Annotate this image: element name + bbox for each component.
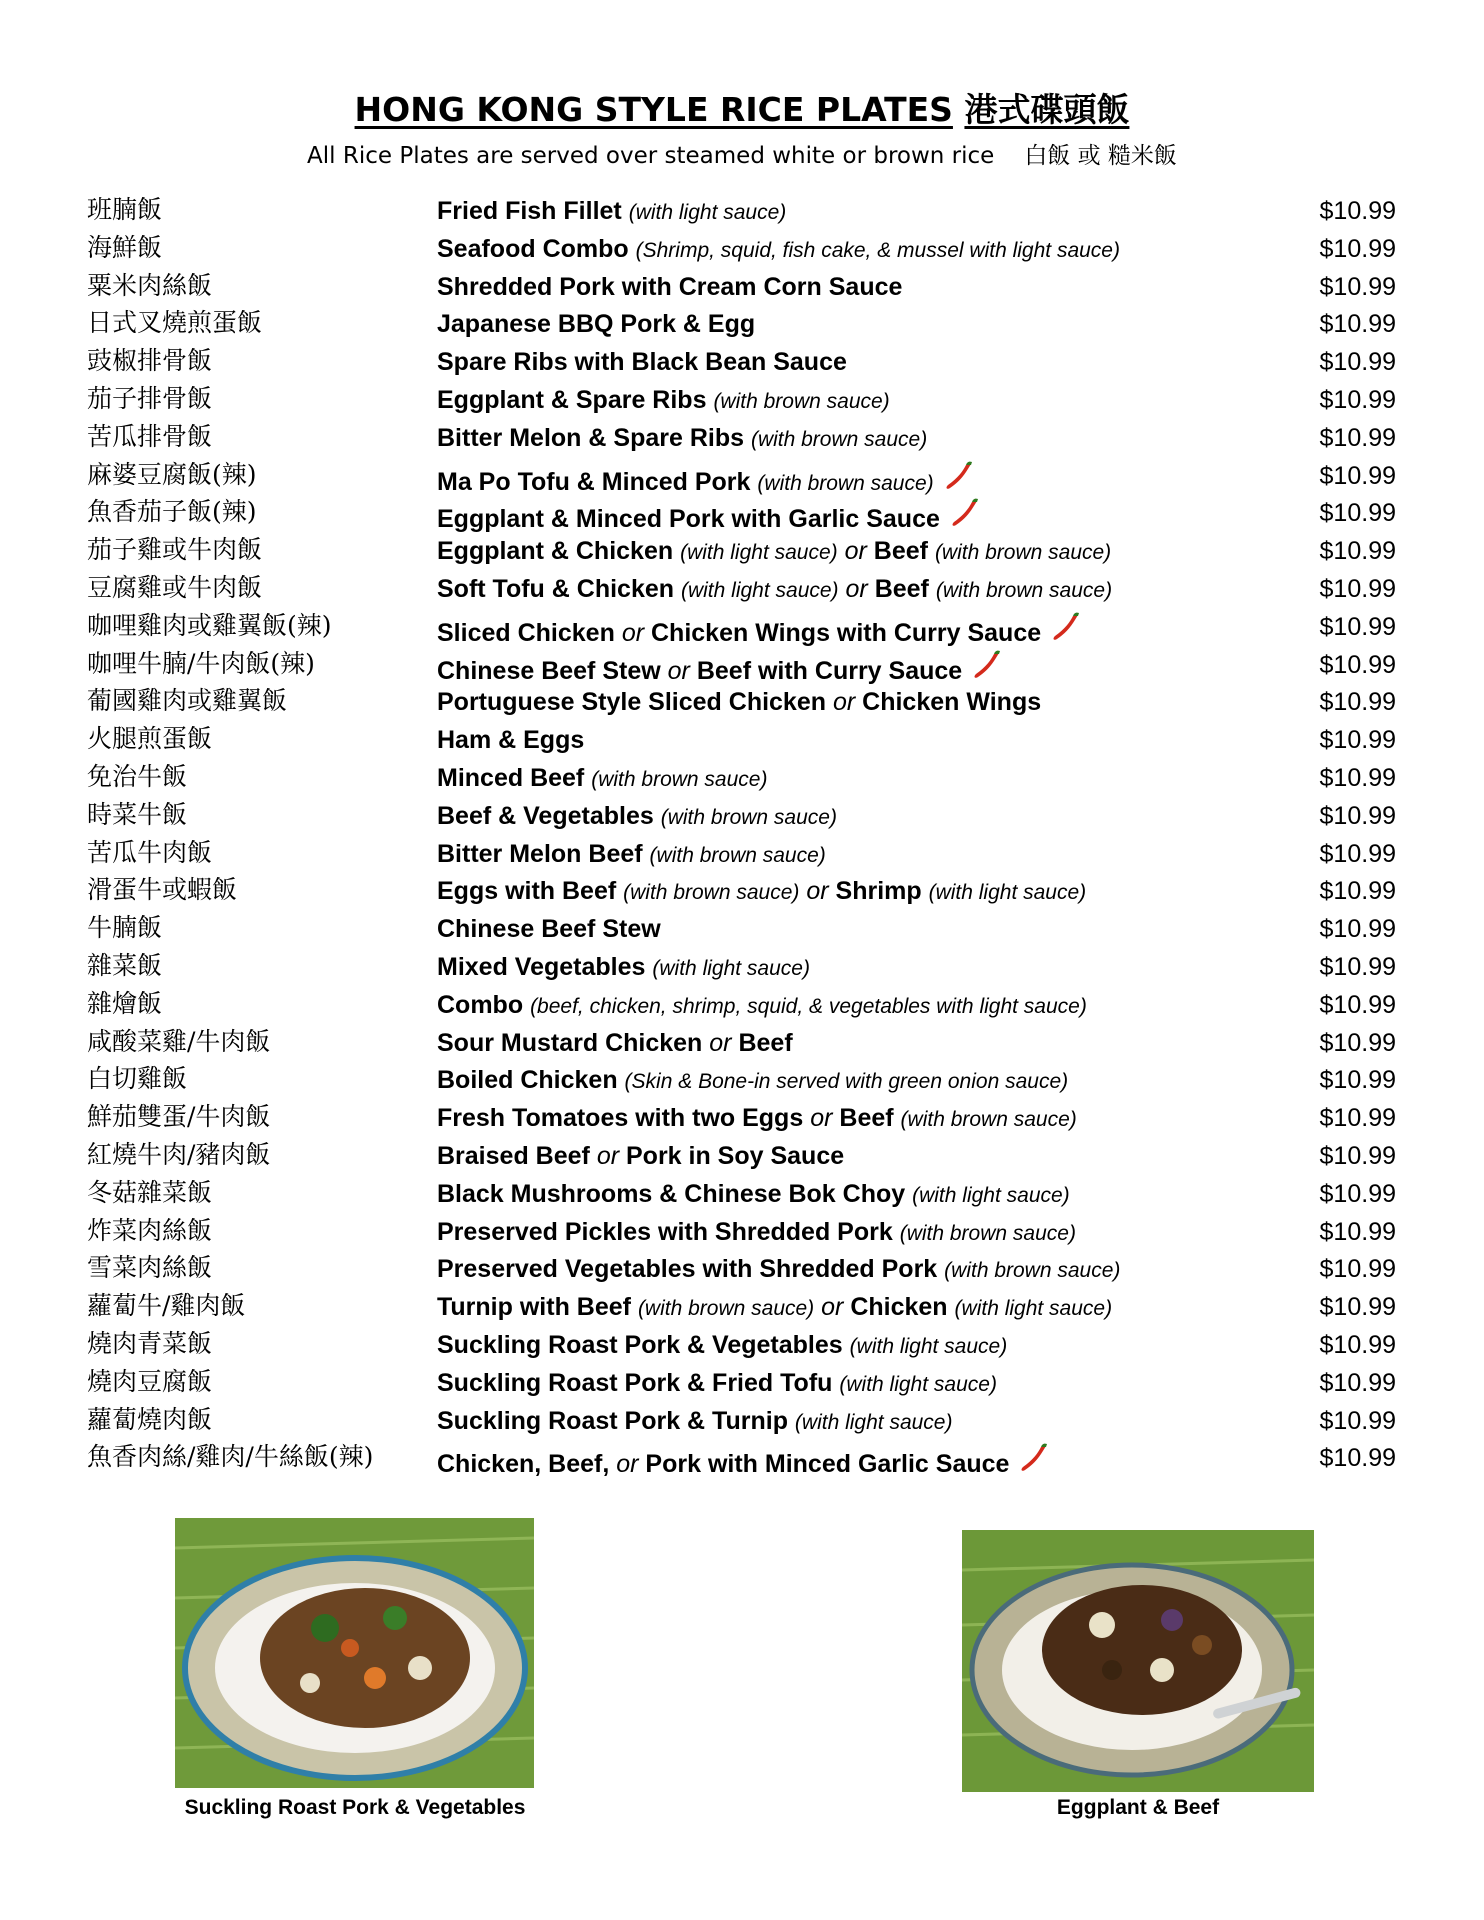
- menu-item: [0, 683, 1484, 721]
- dish-name: Ma Po Tofu & Minced Pork: [437, 467, 751, 496]
- plate-photo-icon: [175, 1518, 534, 1788]
- menu-item-price: $10.99: [1319, 423, 1396, 452]
- dish-name: Japanese BBQ Pork & Egg: [437, 310, 756, 339]
- menu-item-price: $10.99: [1319, 310, 1396, 339]
- menu-item-english-name: [437, 686, 1041, 718]
- menu-item-chinese-name: 麻婆豆腐飯(辣): [87, 459, 257, 489]
- dish-name: Combo: [437, 990, 524, 1019]
- photo-eggplant-beef: [962, 1530, 1314, 1792]
- menu-item-english-name: [437, 989, 1087, 1023]
- menu-item-chinese-name: 魚香肉絲/雞肉/牛絲飯(辣): [87, 1442, 374, 1472]
- menu-item: [0, 1099, 1484, 1137]
- menu-item: [0, 910, 1484, 948]
- menu-item-english-name: [437, 384, 890, 418]
- sauce-note: (with brown sauce): [935, 578, 1113, 602]
- sauce-note: (with light sauce): [652, 956, 810, 980]
- menu-item-price: $10.99: [1319, 1141, 1396, 1170]
- menu-item-chinese-name: 火腿煎蛋飯: [87, 724, 213, 754]
- menu-item-chinese-name: 雪菜肉絲飯: [87, 1253, 213, 1283]
- menu-item-chinese-name: 白切雞飯: [87, 1064, 188, 1094]
- menu-item: [0, 835, 1484, 873]
- menu-item-price: $10.99: [1319, 348, 1396, 377]
- menu-item-price: $10.99: [1319, 234, 1396, 263]
- menu-item-english-name: [437, 308, 755, 340]
- menu-item: [0, 1175, 1484, 1213]
- or-connector: or: [844, 537, 867, 566]
- menu-item: [0, 570, 1484, 608]
- sauce-note: (with brown sauce): [649, 843, 826, 867]
- dish-name: Eggs with Beef: [437, 877, 617, 906]
- menu-item: [0, 1213, 1484, 1251]
- menu-item: [0, 1402, 1484, 1440]
- dish-name: Bitter Melon & Spare Ribs: [437, 423, 744, 452]
- menu-item: [0, 305, 1484, 343]
- or-connector: or: [621, 618, 645, 647]
- menu-item-english-name: [437, 800, 837, 834]
- menu-item-english-name: [437, 1027, 793, 1059]
- menu-item-english-name: [437, 1291, 1112, 1325]
- menu-item-chinese-name: 滑蛋牛或蝦飯: [87, 875, 238, 905]
- menu-item: [0, 646, 1484, 684]
- sauce-note: (with brown sauce): [591, 767, 768, 791]
- menu-item-english-name: [437, 1253, 1120, 1287]
- menu-item-english-name: [437, 422, 927, 456]
- menu-item-english-name: [437, 913, 661, 945]
- dish-name: Preserved Pickles with Shredded Pork: [437, 1217, 893, 1246]
- photo-roast-pork-vegetables: [175, 1518, 534, 1788]
- dish-name: Chicken Wings with Curry Sauce: [651, 618, 1042, 647]
- menu-item-price: $10.99: [1319, 537, 1396, 566]
- menu-item-price: $10.99: [1319, 801, 1396, 830]
- menu-item: [0, 1024, 1484, 1062]
- menu-item: [0, 381, 1484, 419]
- dish-name: Sour Mustard Chicken: [437, 1028, 703, 1057]
- menu-item-chinese-name: 魚香茄子飯(辣): [87, 497, 257, 527]
- sauce-note: (Shrimp, squid, fish cake, & mussel with light sauce): [635, 238, 1120, 262]
- sauce-note: (with brown sauce): [623, 881, 800, 905]
- sauce-note: (with light sauce): [794, 1410, 953, 1434]
- menu-item-chinese-name: 時菜牛飯: [87, 799, 188, 829]
- menu-item-chinese-name: 班腩飯: [87, 195, 163, 224]
- menu-item: [0, 1364, 1484, 1402]
- dish-name: Suckling Roast Pork & Vegetables: [437, 1330, 843, 1359]
- or-connector: or: [810, 1104, 833, 1133]
- dish-name: Chinese Beef Stew: [437, 656, 661, 685]
- menu-subtitle: [0, 140, 1484, 172]
- menu-title-en: HONG KONG STYLE RICE PLATES: [354, 90, 953, 129]
- menu-item: [0, 532, 1484, 570]
- menu-item-english-name: [437, 535, 1111, 569]
- dish-name: Pork in Soy Sauce: [626, 1141, 845, 1170]
- menu-item-chinese-name: 免治牛飯: [87, 761, 188, 791]
- dish-name: Chicken: [850, 1293, 948, 1322]
- menu-item-chinese-name: 雜燴飯: [87, 988, 163, 1018]
- dish-name: Fried Fish Fillet: [437, 197, 622, 225]
- menu-item-english-name: [437, 573, 1112, 607]
- or-connector: or: [709, 1028, 732, 1057]
- sauce-note: (with brown sauce): [900, 1108, 1077, 1132]
- menu-item-english-name: [437, 724, 584, 756]
- menu-item-price: $10.99: [1319, 1217, 1396, 1246]
- menu-item-chinese-name: 豆腐雞或牛肉飯: [87, 572, 263, 602]
- dish-name: Sliced Chicken: [437, 618, 615, 647]
- sauce-note: (with light sauce): [839, 1372, 997, 1396]
- menu-item-english-name: [437, 195, 786, 229]
- menu-item-english-name: [437, 1329, 1007, 1363]
- menu-item: [0, 759, 1484, 797]
- menu-item-price: $10.99: [1319, 385, 1396, 414]
- menu-item-chinese-name: 牛腩飯: [87, 913, 163, 943]
- menu-item-price: $10.99: [1319, 1444, 1396, 1473]
- menu-item-english-name: [437, 1102, 1077, 1136]
- sauce-note: (Skin & Bone-in served with green onion sauce): [624, 1070, 1069, 1094]
- menu-item-english-name: [437, 762, 767, 796]
- dish-name: Ham & Eggs: [437, 726, 585, 755]
- chili-pepper-icon: [1019, 1442, 1049, 1482]
- dish-name: Braised Beef: [437, 1141, 590, 1170]
- dish-name: Preserved Vegetables with Shredded Pork: [437, 1255, 938, 1284]
- menu-item-english-name: [437, 951, 810, 985]
- dish-name: Spare Ribs with Black Bean Sauce: [437, 348, 847, 377]
- menu-item-chinese-name: 雜菜飯: [87, 950, 163, 980]
- menu-item-price: $10.99: [1319, 1368, 1396, 1397]
- photo-caption-2: Eggplant & Beef: [1056, 1796, 1220, 1819]
- menu-item-chinese-name: 葡國雞肉或雞翼飯: [87, 686, 288, 716]
- dish-name: Boiled Chicken: [437, 1066, 618, 1095]
- menu-item-price: $10.99: [1319, 1293, 1396, 1322]
- menu-item-chinese-name: 咸酸菜雞/牛肉飯: [87, 1026, 271, 1056]
- menu-item-price: $10.99: [1319, 688, 1396, 717]
- menu-item-price: $10.99: [1319, 1028, 1396, 1057]
- menu-item: [0, 268, 1484, 306]
- menu-item-chinese-name: 茄子排骨飯: [87, 383, 213, 413]
- menu-item-english-name: [437, 1367, 997, 1401]
- dish-name: Minced Beef: [437, 763, 585, 792]
- menu-item-english-name: [437, 1442, 1049, 1482]
- menu-item-english-name: [437, 1216, 1076, 1250]
- dish-name: Chicken, Beef,: [437, 1450, 610, 1479]
- menu-item-price: $10.99: [1319, 574, 1396, 603]
- menu-item-price: $10.99: [1319, 612, 1396, 641]
- menu-item-chinese-name: 紅燒牛肉/豬肉飯: [87, 1139, 271, 1169]
- menu-item-price: $10.99: [1319, 499, 1396, 528]
- menu-item: [0, 1250, 1484, 1288]
- menu-item-price: $10.99: [1319, 272, 1396, 301]
- menu-title-zh: 港式碟頭飯: [964, 90, 1130, 129]
- menu-item-price: $10.99: [1319, 839, 1396, 868]
- menu-item-chinese-name: 燒肉豆腐飯: [87, 1366, 213, 1396]
- menu-item-price: $10.99: [1319, 1406, 1396, 1435]
- menu-title: [0, 88, 1484, 132]
- sauce-note: (with brown sauce): [899, 1221, 1076, 1245]
- menu-item-price: $10.99: [1319, 763, 1396, 792]
- menu-item-chinese-name: 蘿蔔燒肉飯: [87, 1404, 213, 1434]
- dish-name: Chinese Beef Stew: [437, 915, 661, 944]
- menu-item: [0, 797, 1484, 835]
- dish-name: Shrimp: [835, 877, 922, 906]
- menu-item-chinese-name: 苦瓜排骨飯: [87, 421, 213, 451]
- dish-name: Eggplant & Minced Pork with Garlic Sauce: [437, 505, 940, 534]
- menu-item-chinese-name: 炸菜肉絲飯: [87, 1215, 213, 1245]
- menu-item: [0, 419, 1484, 457]
- menu-item: [0, 986, 1484, 1024]
- menu-item: [0, 494, 1484, 532]
- sauce-note: (with light sauce): [954, 1297, 1113, 1321]
- or-connector: or: [667, 656, 690, 685]
- or-connector: or: [616, 1450, 639, 1479]
- dish-name: Beef & Vegetables: [437, 801, 654, 830]
- menu-item-english-name: [437, 1140, 844, 1172]
- menu-item-chinese-name: 粟米肉絲飯: [87, 270, 213, 300]
- menu-item-chinese-name: 蘿蔔牛/雞肉飯: [87, 1291, 246, 1321]
- dish-name: Bitter Melon Beef: [437, 839, 643, 868]
- menu-item-price: $10.99: [1319, 990, 1396, 1019]
- menu-item-english-name: [437, 875, 1086, 909]
- dish-name: Beef: [738, 1028, 793, 1057]
- menu-item: [0, 608, 1484, 646]
- menu-item-price: $10.99: [1319, 1066, 1396, 1095]
- menu-item-price: $10.99: [1319, 952, 1396, 981]
- sauce-note: (with light sauce): [680, 541, 838, 565]
- menu-item-chinese-name: 苦瓜牛肉飯: [87, 837, 213, 867]
- menu-item: [0, 1288, 1484, 1326]
- dish-name: Turnip with Beef: [437, 1293, 631, 1322]
- dish-name: Beef: [839, 1104, 894, 1133]
- menu-item-price: $10.99: [1319, 1255, 1396, 1284]
- dish-name: Fresh Tomatoes with two Eggs: [437, 1104, 804, 1133]
- sauce-note: (with light sauce): [849, 1334, 1008, 1358]
- dish-name: Mixed Vegetables: [437, 952, 646, 981]
- sauce-note: (with light sauce): [912, 1183, 1070, 1207]
- or-connector: or: [832, 688, 856, 717]
- menu-item-price: $10.99: [1319, 915, 1396, 944]
- sauce-note: (with brown sauce): [757, 471, 934, 495]
- menu-item-chinese-name: 鮮茄雙蛋/牛肉飯: [87, 1102, 271, 1132]
- menu-item: [0, 1326, 1484, 1364]
- or-connector: or: [821, 1293, 844, 1322]
- dish-name: Shredded Pork with Cream Corn Sauce: [437, 272, 903, 301]
- menu-item: [0, 343, 1484, 381]
- menu-item: [0, 721, 1484, 759]
- menu-item-chinese-name: 豉椒排骨飯: [87, 346, 213, 376]
- menu-item: [0, 230, 1484, 268]
- menu-item-price: $10.99: [1319, 197, 1396, 225]
- menu-item: [0, 872, 1484, 910]
- dish-name: Suckling Roast Pork & Fried Tofu: [437, 1368, 833, 1397]
- menu-item-price: $10.99: [1319, 726, 1396, 755]
- menu-item-english-name: [437, 1064, 1068, 1098]
- sauce-note: (with brown sauce): [713, 389, 890, 413]
- sauce-note: (with brown sauce): [750, 427, 928, 451]
- dish-name: Suckling Roast Pork & Turnip: [437, 1406, 788, 1435]
- sauce-note: (with brown sauce): [944, 1259, 1121, 1283]
- menu-item-chinese-name: 咖哩牛腩/牛肉飯(辣): [87, 648, 315, 678]
- sauce-note: (with light sauce): [928, 881, 1087, 905]
- menu-item-chinese-name: 日式叉燒煎蛋飯: [87, 308, 263, 338]
- sauce-note: (with brown sauce): [934, 541, 1112, 565]
- sauce-note: (with light sauce): [628, 201, 787, 224]
- menu-item: [0, 457, 1484, 495]
- dish-name: Eggplant & Spare Ribs: [437, 385, 707, 414]
- menu-item-price: $10.99: [1319, 461, 1396, 490]
- menu-item-price: $10.99: [1319, 1104, 1396, 1133]
- menu-item: [0, 948, 1484, 986]
- menu-item-price: $10.99: [1319, 877, 1396, 906]
- menu-item: [0, 1137, 1484, 1175]
- dish-name: Black Mushrooms & Chinese Bok Choy: [437, 1179, 906, 1208]
- menu-item-english-name: [437, 346, 847, 378]
- or-connector: or: [845, 574, 868, 603]
- menu-item-chinese-name: 咖哩雞肉或雞翼飯(辣): [87, 610, 332, 640]
- dish-name: Pork with Minced Garlic Sauce: [645, 1450, 1010, 1479]
- menu-item-english-name: [437, 271, 902, 303]
- menu-item-chinese-name: 冬菇雜菜飯: [87, 1177, 213, 1207]
- dish-name: Soft Tofu & Chicken: [437, 574, 675, 603]
- menu-item: [0, 192, 1484, 230]
- subtitle-zh: 白飯 或 糙米飯: [1024, 143, 1177, 169]
- menu-item-chinese-name: 茄子雞或牛肉飯: [87, 535, 263, 565]
- or-connector: or: [806, 877, 829, 906]
- menu-item-price: $10.99: [1319, 1330, 1396, 1359]
- menu-item-english-name: [437, 1405, 952, 1439]
- dish-name: Chicken Wings: [862, 688, 1042, 717]
- menu-item-english-name: [437, 233, 1120, 267]
- dish-name: Portuguese Style Sliced Chicken: [437, 688, 827, 717]
- menu-item-price: $10.99: [1319, 1179, 1396, 1208]
- menu-item-chinese-name: 海鮮飯: [87, 232, 163, 262]
- menu-item-english-name: [437, 838, 826, 872]
- menu-item: [0, 1439, 1484, 1477]
- photo-caption-1: Suckling Roast Pork & Vegetables: [184, 1796, 526, 1819]
- dish-name: Eggplant & Chicken: [437, 537, 674, 566]
- menu-list: [0, 192, 1484, 1477]
- subtitle-en: All Rice Plates are served over steamed white or brown rice: [307, 143, 995, 169]
- or-connector: or: [596, 1141, 620, 1170]
- sauce-note: (with brown sauce): [660, 805, 837, 829]
- menu-item-english-name: [437, 1178, 1070, 1212]
- sauce-note: (beef, chicken, shrimp, squid, & vegetables with light sauce): [530, 994, 1087, 1018]
- menu-item-price: $10.99: [1319, 650, 1396, 679]
- menu-item-chinese-name: 燒肉青菜飯: [87, 1328, 213, 1358]
- dish-name: Beef with Curry Sauce: [696, 656, 963, 685]
- plate-photo-icon: [962, 1530, 1314, 1792]
- dish-name: Beef: [874, 574, 929, 603]
- menu-item: [0, 1061, 1484, 1099]
- dish-name: Beef: [873, 537, 928, 566]
- sauce-note: (with brown sauce): [637, 1297, 815, 1321]
- sauce-note: (with light sauce): [680, 578, 839, 602]
- dish-name: Seafood Combo: [437, 234, 629, 263]
